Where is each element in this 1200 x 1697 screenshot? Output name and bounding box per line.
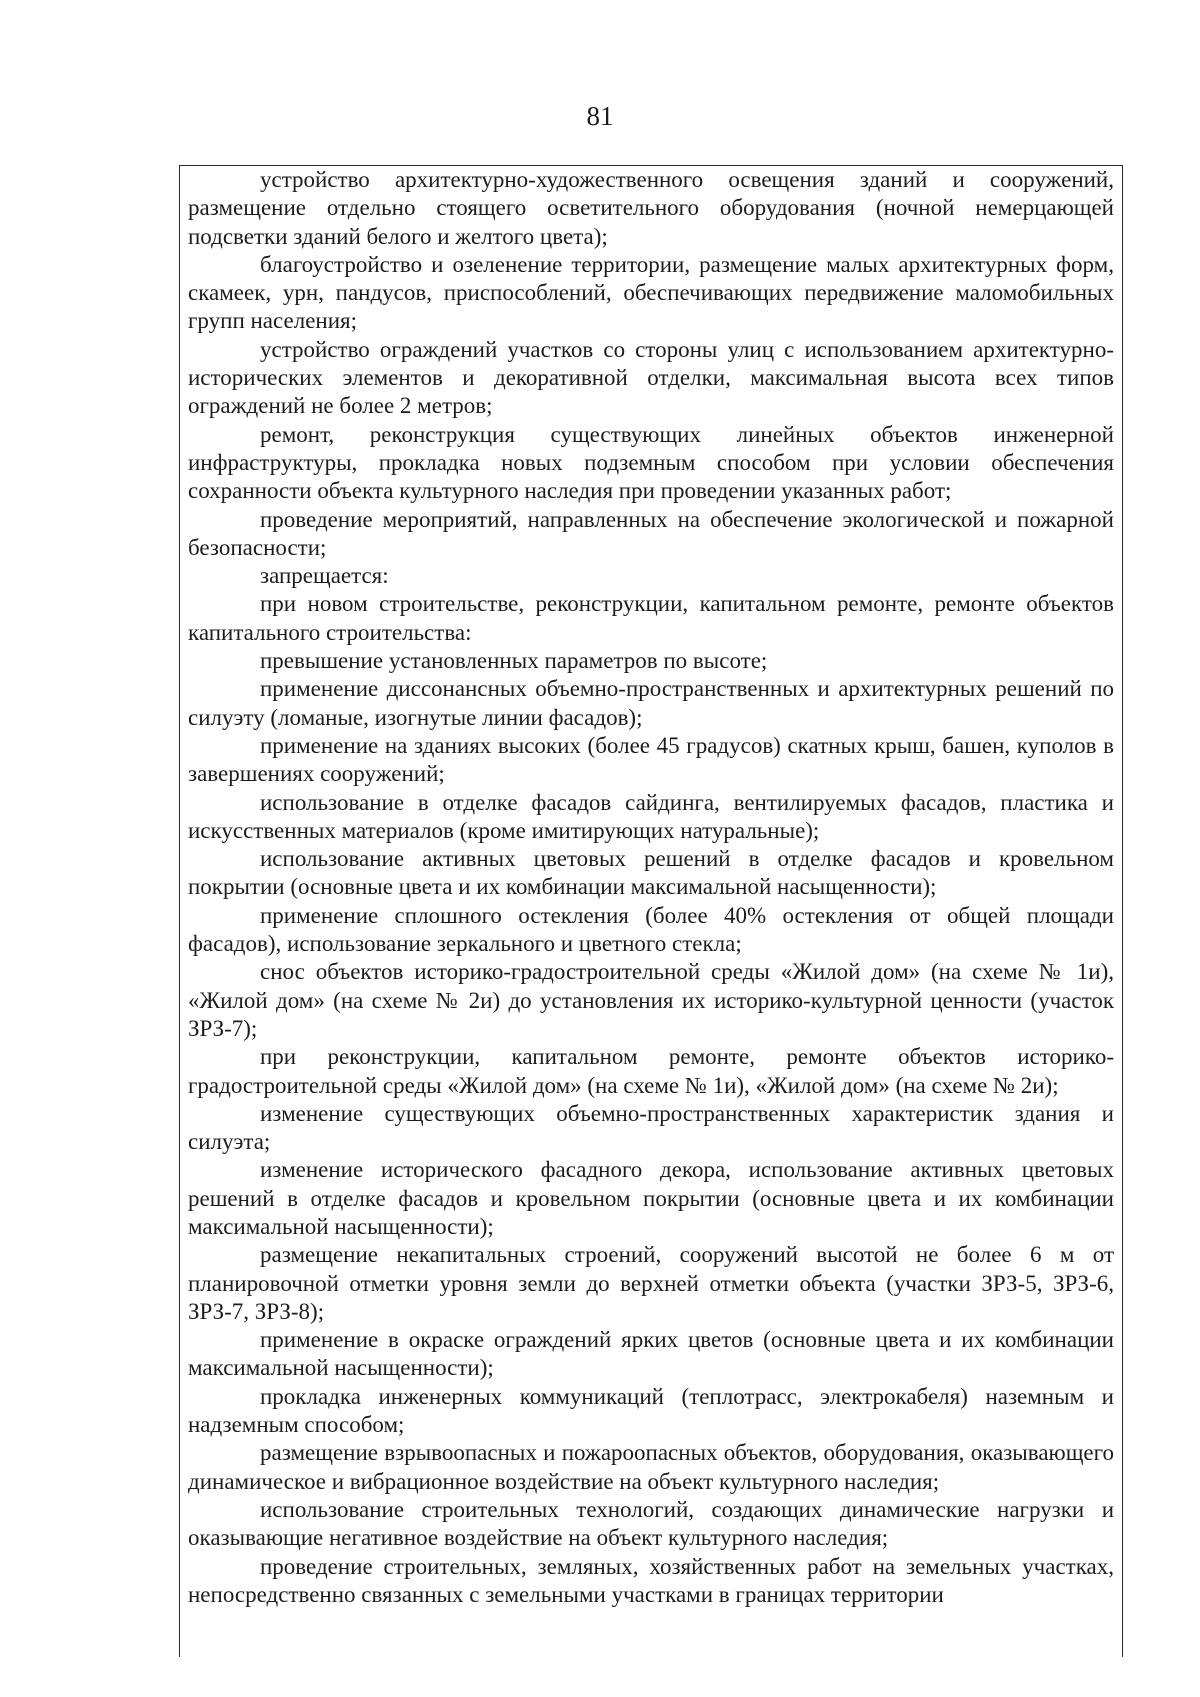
paragraph: применение на зданиях высоких (более 45 градусов) скатных крыш, башен, куполов в завершениях сооружений; [188,732,1114,787]
paragraph: снос объектов историко-градостроительной среды «Жилой дом» (на схеме № 1и), «Жилой дом» (на схеме № 2и) до установления их историко-культурной ценности (участок ЗРЗ-7); [188,959,1114,1041]
text-frame [179,165,1123,1657]
paragraph: использование строительных технологий, создающих динамические нагрузки и оказывающие негативное воздействие на объект культурного наследия; [188,1496,1114,1551]
paragraph: применение в окраске ограждений ярких цветов (основные цвета и их комбинации максимальной насыщенности); [188,1327,1114,1381]
paragraph: размещение некапитальных строений, сооружений высотой не более 6 м от планировочной отметки уровня земли до верхней отметки объекта (участки ЗРЗ-5, ЗРЗ-6, ЗРЗ-7, ЗРЗ-8); [188,1242,1114,1324]
paragraph: запрещается: [260,563,389,589]
paragraph: размещение взрывоопасных и пожароопасных объектов, оборудования, оказывающего динамическое и вибрационное воздействие на объект культурного наследия; [188,1440,1114,1494]
paragraph: устройство ограждений участков со стороны улиц с использованием архитектурно-исторических элементов и декоративной отделки, максимальная высота всех типов ограждений не более 2 метров; [188,336,1114,419]
paragraph: ремонт, реконструкция существующих линейных объектов инженерной инфраструктуры, прокладка новых подземным способом при условии обеспечения сохранности объекта культурного наследия при проведении указанных работ; [188,421,1114,504]
paragraph: прокладка инженерных коммуникаций (теплотрасс, электрокабеля) наземным и надземным способом; [188,1383,1114,1438]
paragraph: изменение исторического фасадного декора, использование активных цветовых решений в отделке фасадов и кровельном покрытии (основные цвета и их комбинации максимальной насыщенности); [188,1157,1114,1239]
paragraph: использование в отделке фасадов сайдинга, вентилируемых фасадов, пластика и искусственных материалов (кроме имитирующих натуральные); [188,789,1114,843]
paragraph: благоустройство и озеленение территории, размещение малых архитектурных форм, скамеек, урн, пандусов, приспособлений, обеспечивающих передвижение маломобильных групп населения; [188,251,1114,334]
paragraph: при новом строительстве, реконструкции, капитальном ремонте, ремонте объектов капитального строительства: [188,591,1114,645]
paragraph: использование активных цветовых решений в отделке фасадов и кровельном покрытии (основные цвета и их комбинации максимальной насыщенности); [188,846,1114,900]
paragraph: устройство архитектурно-художественного освещения зданий и сооружений, размещение отдельно стоящего осветительного оборудования (ночной немерцающей подсветки зданий белого и желтого цвета); [188,167,1114,249]
paragraph: применение сплошного остекления (более 40% остекления от общей площади фасадов), использование зеркального и цветного стекла; [188,902,1114,957]
paragraph: проведение строительных, земляных, хозяйственных работ на земельных участках, непосредственно связанных с земельными участками в границах территории [188,1553,1114,1607]
paragraph: проведение мероприятий, направленных на обеспечение экологической и пожарной безопасности; [188,506,1114,560]
page-number: 81 [586,101,614,131]
paragraph: при реконструкции, капитальном ремонте, ремонте объектов историко-градостроительной среды «Жилой дом» (на схеме № 1и), «Жилой дом» (на схеме № 2и); [188,1044,1114,1098]
paragraph: применение диссонансных объемно-пространственных и архитектурных решений по силуэту (ломаные, изогнутые линии фасадов); [188,676,1114,730]
paragraph: превышение установленных параметров по высоте; [260,648,768,674]
paragraph: изменение существующих объемно-пространственных характеристик здания и силуэта; [188,1100,1114,1155]
